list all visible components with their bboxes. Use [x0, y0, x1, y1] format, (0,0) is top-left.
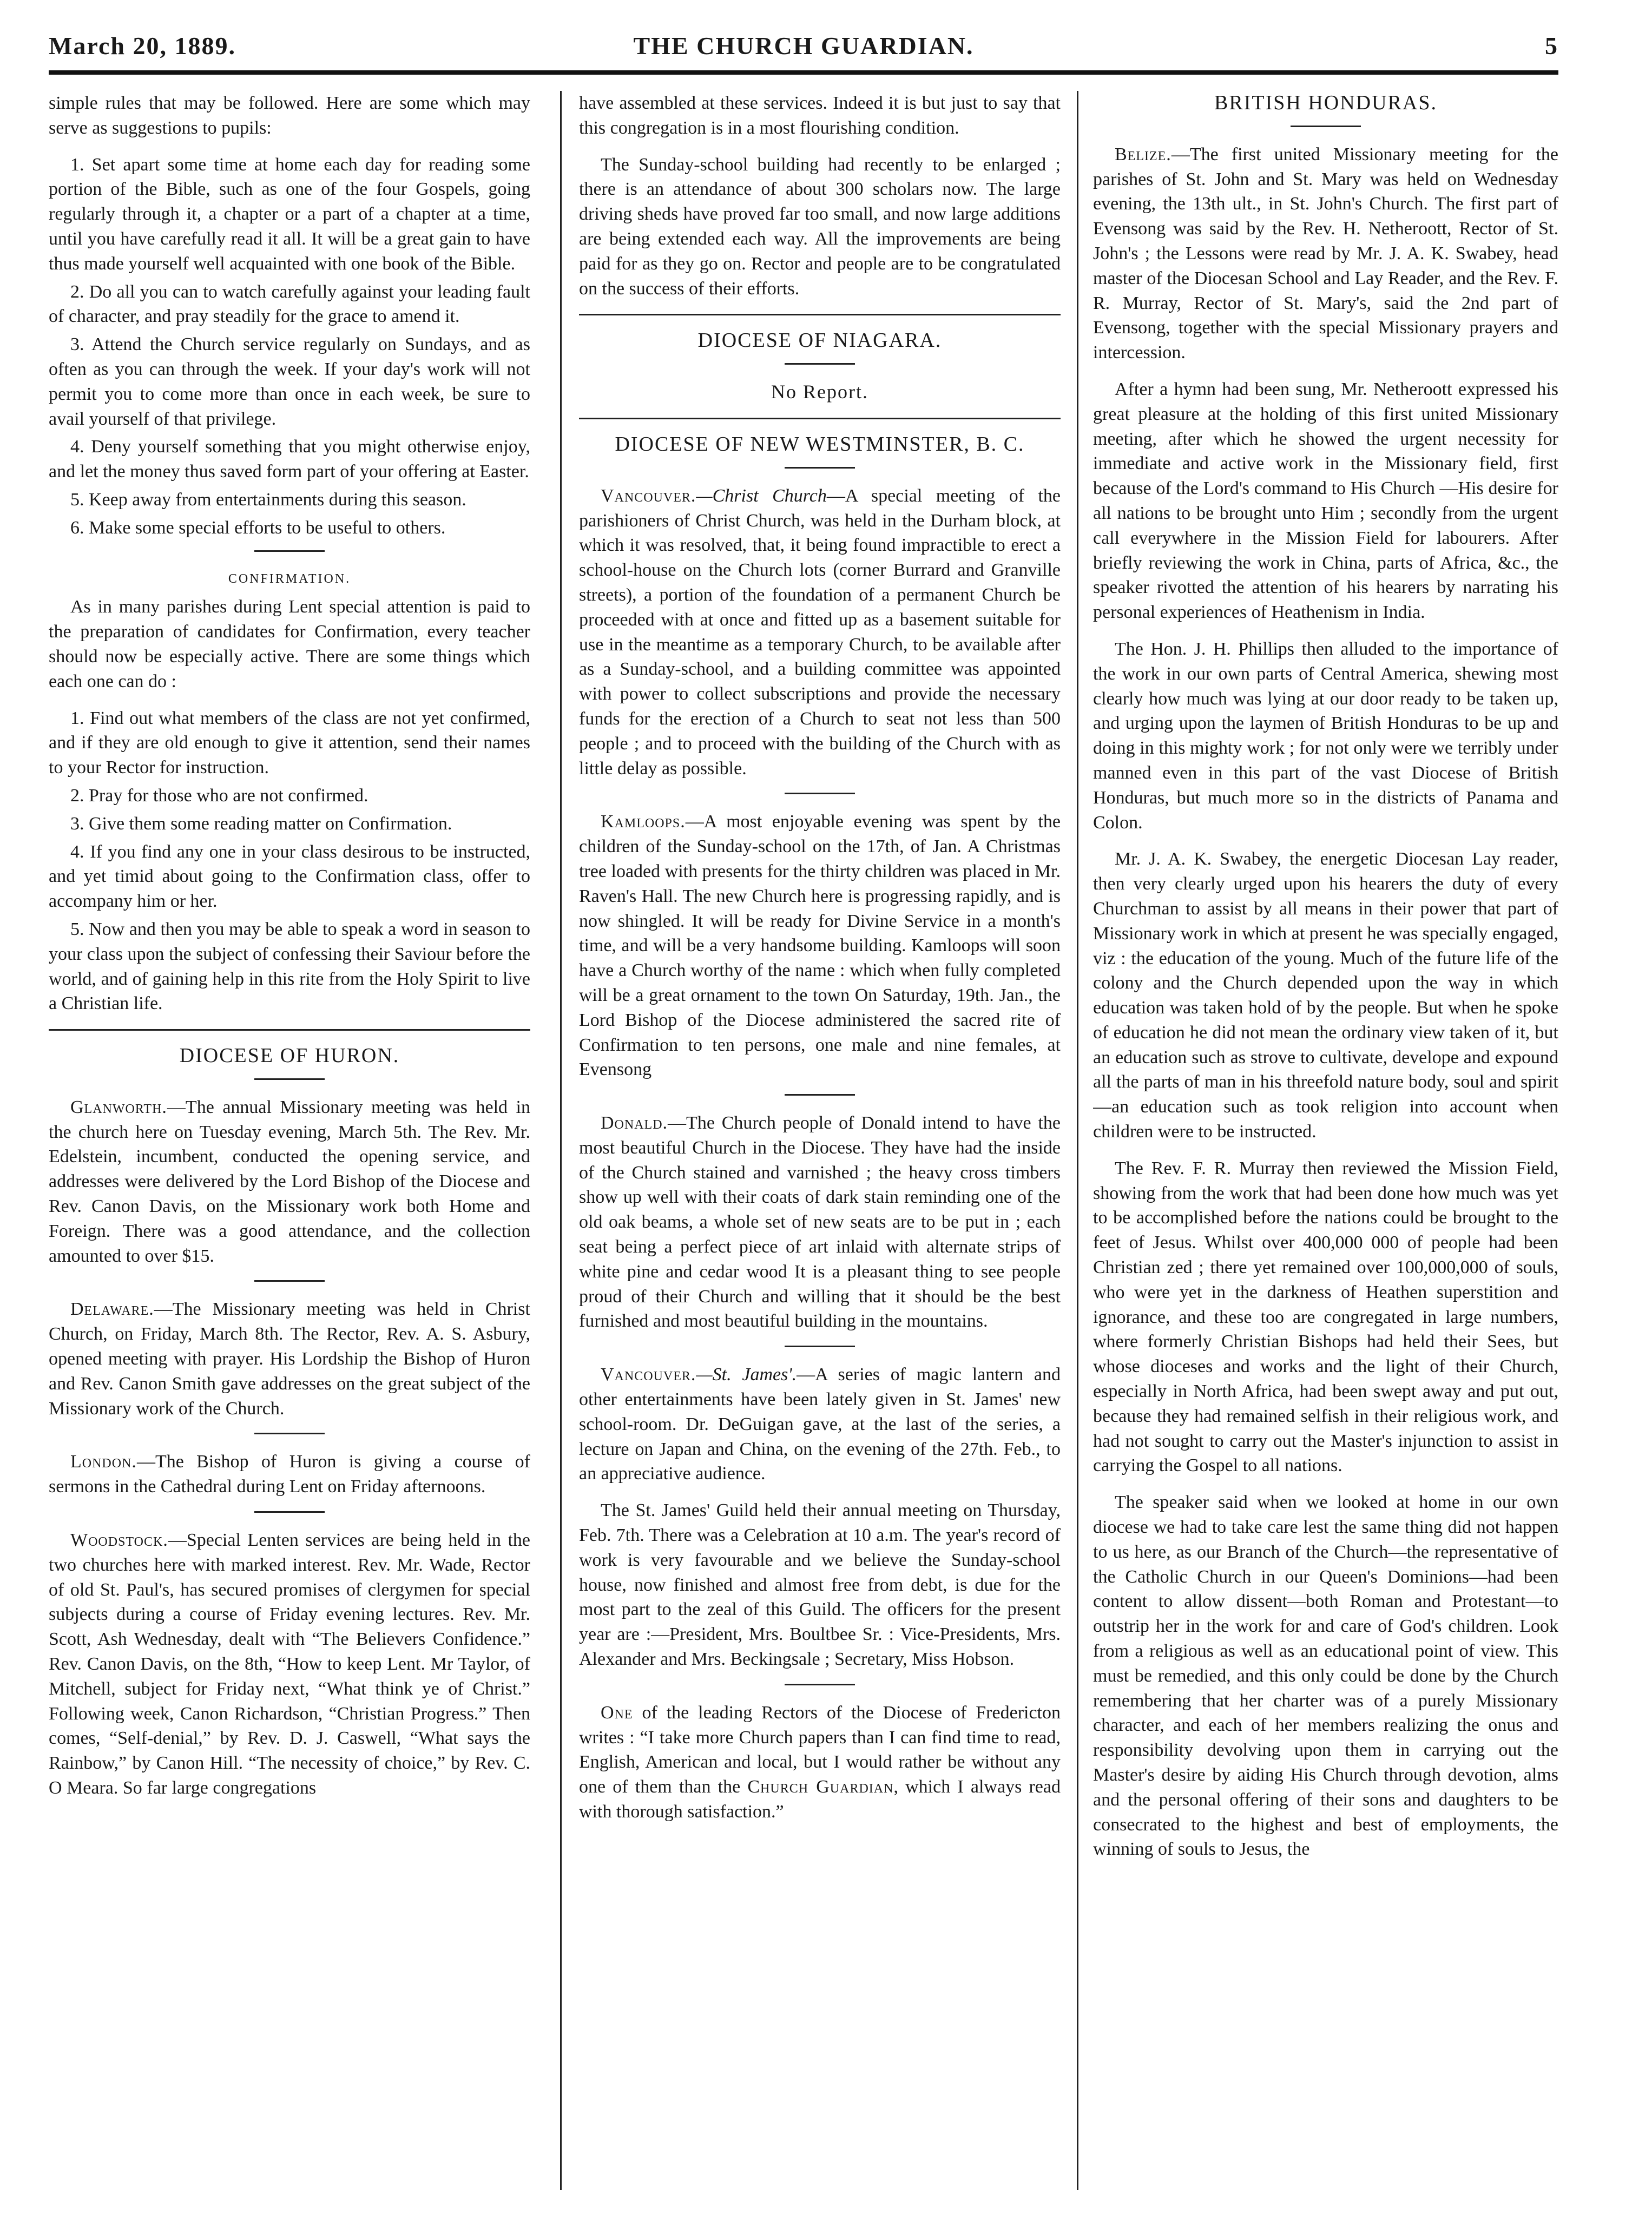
item-text: —A special meeting of the parishioners of Christ Church, was held in the Durham block, at which it was resolved, that, it being found impractible to erect a school-house on the Church lots (corner Burrard and Granville streets), a portion of the foundation of a permanent Church be proceeded with at once and fitted up as a basement suitable for use in the meantime as a temporary Church, to be available after as a Sunday-school, and a building committee was appointed with power to collect subscriptions and provide the necessary funds for the erection of a Church to seat not less than 500 people ; and to proceed with the building of the Church with as little delay as possible. [579, 485, 1061, 779]
honduras-heading: BRITISH HONDURAS. [1214, 91, 1437, 114]
item-rule [254, 1433, 325, 1434]
section-rule [49, 1029, 530, 1031]
column-3 [1093, 91, 1558, 2196]
section-rule [579, 314, 1061, 315]
confirmation-item: 4. If you find any one in your class desirous to be instructed, and yet timid about going to the Confirmation class, offer to accompany him or her. [49, 841, 530, 912]
huron-heading: DIOCESE OF HURON. [179, 1044, 400, 1067]
lead-word: One [601, 1702, 633, 1723]
news-item [579, 1362, 1061, 1486]
section-rule [1291, 126, 1361, 127]
paragraph: The Rev. F. R. Murray then reviewed the Mission Field, showing from the work that had been done how much was yet to be accomplished before the nations could be brought to the feet of Jesus. Whilst over 400,000 000 of people had been Christian zed ; there yet remained over 100,000,000 of souls, who were yet in the darkness of Heathen superstition and ignorance, and these too are congregated in large numbers, where formerly Christian Bishops had held their Sees, but whose dioceses and works and the light of their Church, especially in North Africa, had been swept away and put out, because they had remained selfish in their religious work, and had not sought to carry out the Master's injunction to assist in carrying the Gospel to all nations. [1093, 1158, 1558, 1476]
paragraph: Mr. J. A. K. Swabey, the energetic Diocesan Lay reader, then very clearly urged upon his hearers the duty of every Churchman to assist by all means in their power that part of Missionary work in which at present he was specially engaged, viz : the education of the young. Much of the future life of the colony and the Church depended upon the way in which education was taken hold of by the people. But when he spoke of education he did not mean the ordinary view taken of it, but an education such as strove to cultivate, develope and expound all the parts of man in his threefold nature body, soul and spirit—an education such as took religion into account when children were to be instructed. [1093, 849, 1558, 1142]
column-divider [560, 91, 562, 2190]
place-name: London. [70, 1452, 137, 1472]
news-item [1093, 142, 1558, 365]
item-rule [254, 1280, 325, 1282]
section-rule [785, 467, 855, 469]
place-name: Donald. [601, 1113, 668, 1134]
item-text: —Special Lenten services are being held in the two churches here with marked interest. Rev. Mr. Wade, Rector of old St. Paul's, has secured promises of clergymen for special subjects during a course of Friday evening lectures. Rev. Mr. Scott, Ash Wednesday, dealt with “The Believers Confidence.” Rev. Canon Davis, on the 8th, “How to keep Lent. Mr Taylor, of Mitchell, subject for Friday next, “What think ye of Christ.” Following week, Canon Richardson, “Christian Progress.” Then comes, “Self-denial,” by Rev. D. J. Caswell, “What says the Rainbow,” by Canon Hill. “The necessity of choice,” by Rev. C. O Meara. So far large congregations [49, 1530, 530, 1798]
paper-name: Church Guardian [747, 1777, 894, 1797]
item-text: —The Church people of Donald intend to have the most beautiful Church in the Diocese. They have had the inside of the Church stained and varnished ; the heavy cross timbers show up well with their coats of dark stain reminding one of the old oak beams, a whole set of new seats are to be put in ; each seat being a perfect piece of art inlaid with alternate strips of white pine and cedar wood It is a pleasant thing to see people proud of their Church and willing that it should be the best furnished and most beautiful building in the mountains. [579, 1113, 1061, 1332]
place-name: Glanworth. [70, 1097, 167, 1117]
item-rule [785, 793, 855, 794]
item-text: —A series of magic lantern and other entertainments have been lately given in St. James' new school-room. Dr. DeGuigan gave, at the last of the series, a lecture on Japan and China, on the evening of the 27th. Feb., to an appreciative audience. [579, 1365, 1061, 1484]
item-rule [785, 1094, 855, 1096]
letter-text: of the leading Rectors of the Diocese of Fredericton writes : “I take more Church papers than I can find time to read, English, American and local, but I would rather be without any one of them than the [579, 1702, 1061, 1797]
item-text: —A most enjoyable evening was spent by the children of the Sunday-school on the 17th, of Jan. A Christmas tree loaded with presents for the thirty children was placed in Mr. Raven's Hall. The new Church here is progressing rapidly, and is now shingled. It will be ready for Divine Service in a month's time, and will be a very handsome building. Kamloops will soon have a Church worthy of the name : which when fully completed will be a great ornament to the town On Saturday, 19th. Jan., the Lord Bishop of the Diocese administered the sacred rite of Confirmation to ten persons, one male and nine females, at Evensong [579, 812, 1061, 1080]
confirmation-intro: As in many parishes during Lent special attention is paid to the preparation of candidates for Confirmation, every teacher should now be especially active. There are some things which each one can do : [49, 597, 530, 691]
item-rule [785, 1346, 855, 1347]
rule-item: 4. Deny yourself something that you might otherwise enjoy, and let the money thus saved form part of your offering at Easter. [49, 437, 530, 482]
confirmation-item: 1. Find out what members of the class are not yet confirmed, and if they are old enough to give it attention, send their names to your Rector for instruction. [49, 708, 530, 778]
westminster-heading: DIOCESE OF NEW WESTMINSTER, B. C. [615, 432, 1025, 456]
column-1 [49, 91, 530, 2196]
paragraph: After a hymn had been sung, Mr. Netheroott expressed his great pleasure at the holding of this first united Missionary meeting, after which he showed the urgent necessity for immediate and active work in the Missionary field, first because of the Lord's command to His Church —His desire for all nations to be brought unto Him ; secondly from the urgent call everywhere in the Mission Field for labourers. After briefly reviewing the work in China, parts of Africa, &c., the speaker rivotted the attention of his hearers by narrating his personal experiences of Heathenism in India. [1093, 379, 1558, 623]
rule-item: 1. Set apart some time at home each day for reading some portion of the Bible, such as one of the four Gospels, going regularly through it, a chapter or a part of a chapter at a time, until you have carefully read it all. It will be a great gain to have thus made yourself well acquainted with one book of the Bible. [49, 154, 530, 274]
rule-item: 6. Make some special efforts to be useful to others. [70, 517, 446, 538]
confirmation-heading: CONFIRMATION. [228, 571, 351, 586]
newspaper-title: THE CHURCH GUARDIAN. [633, 32, 974, 60]
news-item [49, 1095, 530, 1269]
place-name: Kamloops. [601, 812, 686, 832]
place-name: Vancouver. [601, 485, 696, 506]
news-item [579, 809, 1061, 1082]
guild-paragraph: The St. James' Guild held their annual meeting on Thursday, Feb. 7th. There was a Celebration at 10 a.m. The year's record of work is very favourable and we believe the Sunday-school house, now finished and almost free from debt, is due for the most part to the zeal of this Guild. The officers for the present year are :—President, Mrs. Boultbee Sr. : Vice-Presidents, Mrs. Alexander and Mrs. Beckingsale ; Secretary, Miss Hobson. [579, 1500, 1061, 1670]
item-text: —The Missionary meeting was held in Christ Church, on Friday, March 8th. The Rector, Rev. A. S. Asbury, opened meeting with prayer. His Lordship the Bishop of Huron and Rev. Canon Smith gave addresses on the great subject of the Missionary work of the Church. [49, 1299, 530, 1419]
news-item [49, 1297, 530, 1421]
item-rule [785, 1684, 855, 1685]
paragraph: The Hon. J. H. Phillips then alluded to the importance of the work in our own parts of Central America, shewing most clearly how much was lying at our door ready to be taken up, and urging upon the laymen of British Honduras to be up and doing in this mighty work ; for not only were we terribly under manned even in this part of the vast Diocese of British Honduras, but much more so in the districts of Panama and Colon. [1093, 638, 1558, 833]
rule-item: 5. Keep away from entertainments during this season. [70, 489, 466, 510]
news-item [49, 1449, 530, 1499]
continued-paragraph: have assembled at these services. Indeed it is but just to say that this congregation is in a most flourishing condition. [579, 93, 1061, 138]
section-rule [254, 550, 325, 552]
place-name: Vancouver. [601, 1365, 696, 1385]
page-number: 5 [1545, 32, 1558, 60]
rule-item: 2. Do all you can to watch carefully against your leading fault of character, and pray steadily for the grace to amend it. [49, 281, 530, 327]
item-subject: —St. James'. [696, 1365, 797, 1385]
paragraph: The Sunday-school building had recently to be enlarged ; there is an attendance of about 300 scholars now. The large driving sheds have proved far too small, and now large additions are being extended each way. All the improvements are being paid for as they go on. Rector and people are to be congratulated on the success of their efforts. [579, 154, 1061, 299]
section-rule [579, 418, 1061, 419]
rule-item: 3. Attend the Church service regularly on Sundays, and as often as you can through the week. If your day's work will not permit you to come more than once in each week, be sure to avail yourself of that privilege. [49, 334, 530, 429]
place-name: Delaware. [70, 1299, 154, 1320]
item-text: —The first united Missionary meeting for the parishes of St. John and St. Mary was held on Wednesday evening, the 13th ult., in St. John's Church. The first part of Evensong was said by the Rev. H. Netheroott, Rector of St. John's ; the Lessons were read by Mr. J. A. K. Swabey, head master of the Diocesan School and Lay Reader, and the Rev. F. R. Murray, Rector of St. Mary's, said the 2nd part of Evensong, together with the special Missionary prayers and intercession. [1093, 144, 1558, 363]
paragraph: The speaker said when we looked at home in our own diocese we had to take care lest the same thing did not happen to us here, as our Branch of the Church—the representative of the Catholic Church in our Queen's Dominions—had been content to allow dissent—both Roman and Protestant—to outstrip her in the work for and care of God's children. Look from a religious as well as an educational point of view. This must be remedied, and this only could be done by the Church remembering that her charter was of a purely Missionary character, and each of her members realizing the onus and responsibility devolving upon them in carrying out the Master's desire by aiding His Church through devotion, alms and the personal offering of their sons and daughters to be consecrated to the highest and best of employments, the winning of souls to Jesus, the [1093, 1492, 1558, 1860]
confirmation-item: 5. Now and then you may be able to speak a word in season to your class upon the subject of confessing their Saviour before the world, and of gaining help in this rite from the Holy Spirit to live a Christian life. [49, 919, 530, 1014]
column-divider [1077, 91, 1078, 2190]
column-2 [579, 91, 1061, 2196]
section-rule [785, 363, 855, 365]
section-rule [254, 1078, 325, 1080]
intro-paragraph: simple rules that may be followed. Here are some which may serve as suggestions to pupils: [49, 93, 530, 138]
news-item [579, 484, 1061, 781]
letter-end: , which I always read with thorough satisfaction.” [579, 1777, 1061, 1822]
confirmation-item: 2. Pray for those who are not confirmed. [70, 785, 368, 806]
news-item [49, 1528, 530, 1801]
item-rule [254, 1511, 325, 1513]
niagara-note: No Report. [771, 381, 868, 403]
news-item [579, 1111, 1061, 1334]
masthead [49, 27, 1558, 75]
issue-date: March 20, 1889. [49, 32, 236, 60]
niagara-heading: DIOCESE OF NIAGARA. [697, 329, 942, 352]
place-name: Belize. [1115, 144, 1171, 164]
place-name: Woodstock. [70, 1530, 168, 1551]
item-subject: —Christ Church [696, 485, 827, 506]
item-text: —The annual Missionary meeting was held in the church here on Tuesday evening, March 5th. The Rev. Mr. Edelstein, incumbent, conducted the opening service, and addresses were delivered by the Lord Bishop of the Diocese and Rev. Canon Davis, on the Missionary work both Home and Foreign. There was a good attendance, and the collection amounted to over $15. [49, 1097, 530, 1266]
confirmation-item: 3. Give them some reading matter on Confirmation. [70, 813, 452, 834]
item-text: —The Bishop of Huron is giving a course of sermons in the Cathedral during Lent on Friday afternoons. [49, 1452, 530, 1497]
letter-paragraph [579, 1701, 1061, 1824]
